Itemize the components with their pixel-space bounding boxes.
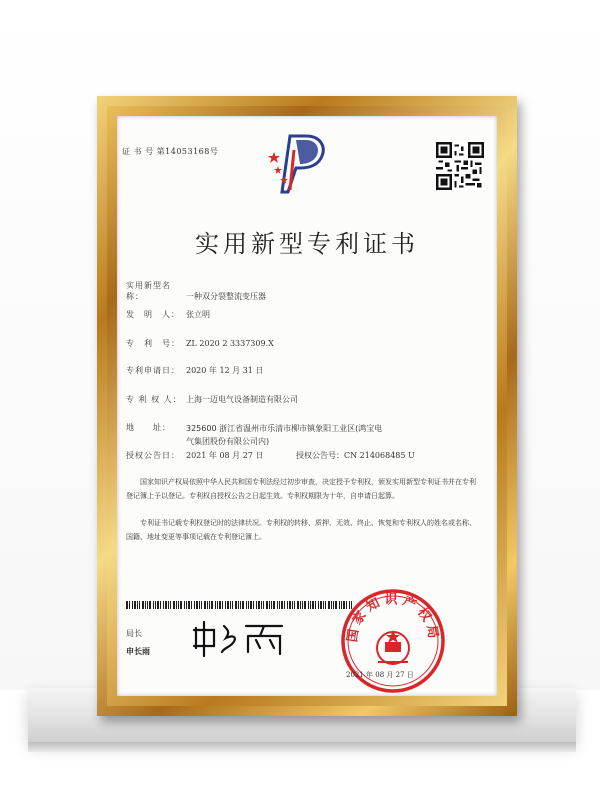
- barcode-bar: [256, 601, 257, 609]
- certificate-number-value: 第14053168号: [156, 147, 219, 156]
- barcode-bar: [188, 601, 190, 609]
- barcode-bar: [320, 601, 322, 609]
- barcode-bar: [173, 601, 175, 609]
- barcode-bar: [184, 601, 185, 609]
- field-row-auth-date: [126, 450, 263, 461]
- barcode-bar: [312, 601, 314, 609]
- barcode-bar: [134, 601, 136, 609]
- barcode-bar: [207, 601, 208, 609]
- field-label: 专 利 权 人：: [126, 395, 182, 404]
- barcode-bar: [325, 601, 326, 609]
- barcode-bar: [201, 601, 202, 609]
- barcode-bar: [178, 601, 179, 609]
- barcode-bar: [248, 601, 249, 609]
- body-paragraph-2: 专利证书记载专利权登记时的法律状况。专利权的转移、质押、无效、终止、恢复和专利权人的姓名或名称、国籍、地址变更等事项记载在专利登记簿上。: [126, 519, 476, 541]
- barcode-bar: [242, 601, 244, 609]
- barcode-bar: [300, 601, 301, 609]
- barcode-bar: [263, 601, 264, 609]
- barcode-bar: [168, 601, 169, 609]
- barcode-bar: [240, 601, 241, 609]
- field-label: 专利申请日：: [126, 366, 180, 375]
- field-value: 上海一迈电气设备制造有限公司: [186, 395, 298, 404]
- qr-code-icon: [436, 142, 484, 190]
- barcode-bar: [287, 601, 288, 609]
- barcode-bar: [294, 601, 295, 609]
- barcode-bar: [180, 601, 182, 609]
- barcode-bar: [261, 601, 262, 609]
- barcode-bar: [199, 601, 200, 609]
- field-label: 发 明 人：: [126, 310, 180, 319]
- barcode-bar: [142, 601, 144, 609]
- barcode-bar: [209, 601, 210, 609]
- director-name: 申长雨: [126, 647, 150, 656]
- cnipa-logo-icon: [266, 130, 332, 196]
- barcode-bar: [310, 601, 311, 609]
- barcode-bar: [308, 601, 309, 609]
- barcode-bar: [194, 601, 195, 609]
- barcode-bar: [165, 601, 167, 609]
- barcode-bar: [238, 601, 239, 609]
- signature-icon: [190, 618, 290, 658]
- barcode-bar: [232, 601, 233, 609]
- barcode-bar: [191, 601, 192, 609]
- barcode-bar: [284, 601, 285, 609]
- barcode-bar: [139, 601, 140, 609]
- field-label: 授权公告日：: [126, 451, 180, 460]
- barcode-bar: [250, 601, 252, 609]
- barcode-bar: [279, 601, 280, 609]
- display-shelf-edge: [28, 742, 576, 752]
- barcode-bar: [318, 601, 319, 609]
- barcode-bar: [132, 601, 133, 609]
- barcode-bar: [176, 601, 177, 609]
- barcode-bar: [277, 601, 278, 609]
- barcode-bar: [186, 601, 187, 609]
- barcode-bar: [281, 601, 283, 609]
- barcode-bar: [217, 601, 218, 609]
- barcode-bar: [235, 601, 237, 609]
- field-value: CN 214068485 U: [344, 451, 415, 460]
- barcode-bar: [289, 601, 291, 609]
- barcode-bar: [230, 601, 231, 609]
- barcode-bar: [273, 601, 275, 609]
- barcode-bar: [304, 601, 306, 609]
- barcode-bar: [163, 601, 164, 609]
- certificate-number-label: 证 书 号: [122, 147, 154, 156]
- barcode-bar: [222, 601, 223, 609]
- field-label: 专 利 号：: [126, 339, 180, 348]
- barcode-bar: [211, 601, 213, 609]
- field-row-application-date: [126, 365, 263, 376]
- field-label: 授权公告号：: [296, 451, 344, 460]
- field-row-patentee: [126, 394, 298, 405]
- barcode-bar: [225, 601, 226, 609]
- barcode-bar: [126, 601, 128, 609]
- barcode-bar: [147, 601, 148, 609]
- barcode-bar: [129, 601, 130, 609]
- seal-date: 2021 年 08 月 27 日: [346, 671, 414, 679]
- seal-text: 国家知识产权局: [345, 592, 441, 644]
- barcode-bar: [196, 601, 198, 609]
- barcode-bar: [302, 601, 303, 609]
- field-value: 张立明: [186, 310, 210, 319]
- barcode-bar: [331, 601, 332, 609]
- barcode-bar: [219, 601, 221, 609]
- barcode-bar: [155, 601, 156, 609]
- field-row-address: [126, 422, 426, 448]
- field-row-name: [126, 280, 266, 302]
- barcode-bar: [227, 601, 229, 609]
- barcode-bar: [145, 601, 146, 609]
- field-row-auth-number: [296, 450, 415, 461]
- field-label: 地 址：: [126, 423, 171, 432]
- field-value: ZL 2020 2 3337309.X: [186, 339, 274, 348]
- body-paragraph-1: 国家知识产权局依照中华人民共和国专利法经过初步审查，决定授予专利权，颁发实用新型专利证书并在专利登记簿上予以登记。专利权自授权公告之日起生效。专利权期限为十年，自申请日起算。: [126, 478, 476, 500]
- barcode-bar: [149, 601, 151, 609]
- field-value: 2021 年 08 月 27 日: [186, 451, 264, 460]
- barcode-bar: [157, 601, 159, 609]
- barcode-icon: [126, 601, 352, 609]
- field-row-inventor: [126, 309, 210, 320]
- certificate-title: 实用新型专利证书: [195, 230, 419, 258]
- barcode-bar: [315, 601, 316, 609]
- field-value: 325600 浙江省温州市乐清市柳市镇象阳工业区(鸿宝电气集团股份有限公司内): [186, 424, 383, 446]
- barcode-bar: [160, 601, 161, 609]
- barcode-bar: [335, 601, 337, 609]
- barcode-bar: [323, 601, 324, 609]
- barcode-bar: [153, 601, 154, 609]
- certificate-number: [122, 146, 218, 157]
- barcode-bar: [137, 601, 138, 609]
- barcode-bar: [170, 601, 171, 609]
- barcode-bar: [246, 601, 247, 609]
- director-title: 局长: [126, 629, 142, 638]
- barcode-bar: [204, 601, 206, 609]
- barcode-bar: [271, 601, 272, 609]
- barcode-bar: [269, 601, 270, 609]
- barcode-bar: [215, 601, 216, 609]
- barcode-bar: [328, 601, 330, 609]
- barcode-bar: [253, 601, 254, 609]
- barcode-bar: [333, 601, 334, 609]
- field-row-patent-number: [126, 338, 274, 349]
- field-label: 实用新型名称：: [126, 281, 171, 301]
- barcode-bar: [297, 601, 299, 609]
- field-value: 一种双分裂整流变压器: [186, 292, 266, 301]
- barcode-bar: [292, 601, 293, 609]
- field-value: 2020 年 12 月 31 日: [186, 366, 264, 375]
- barcode-bar: [266, 601, 268, 609]
- barcode-bar: [258, 601, 260, 609]
